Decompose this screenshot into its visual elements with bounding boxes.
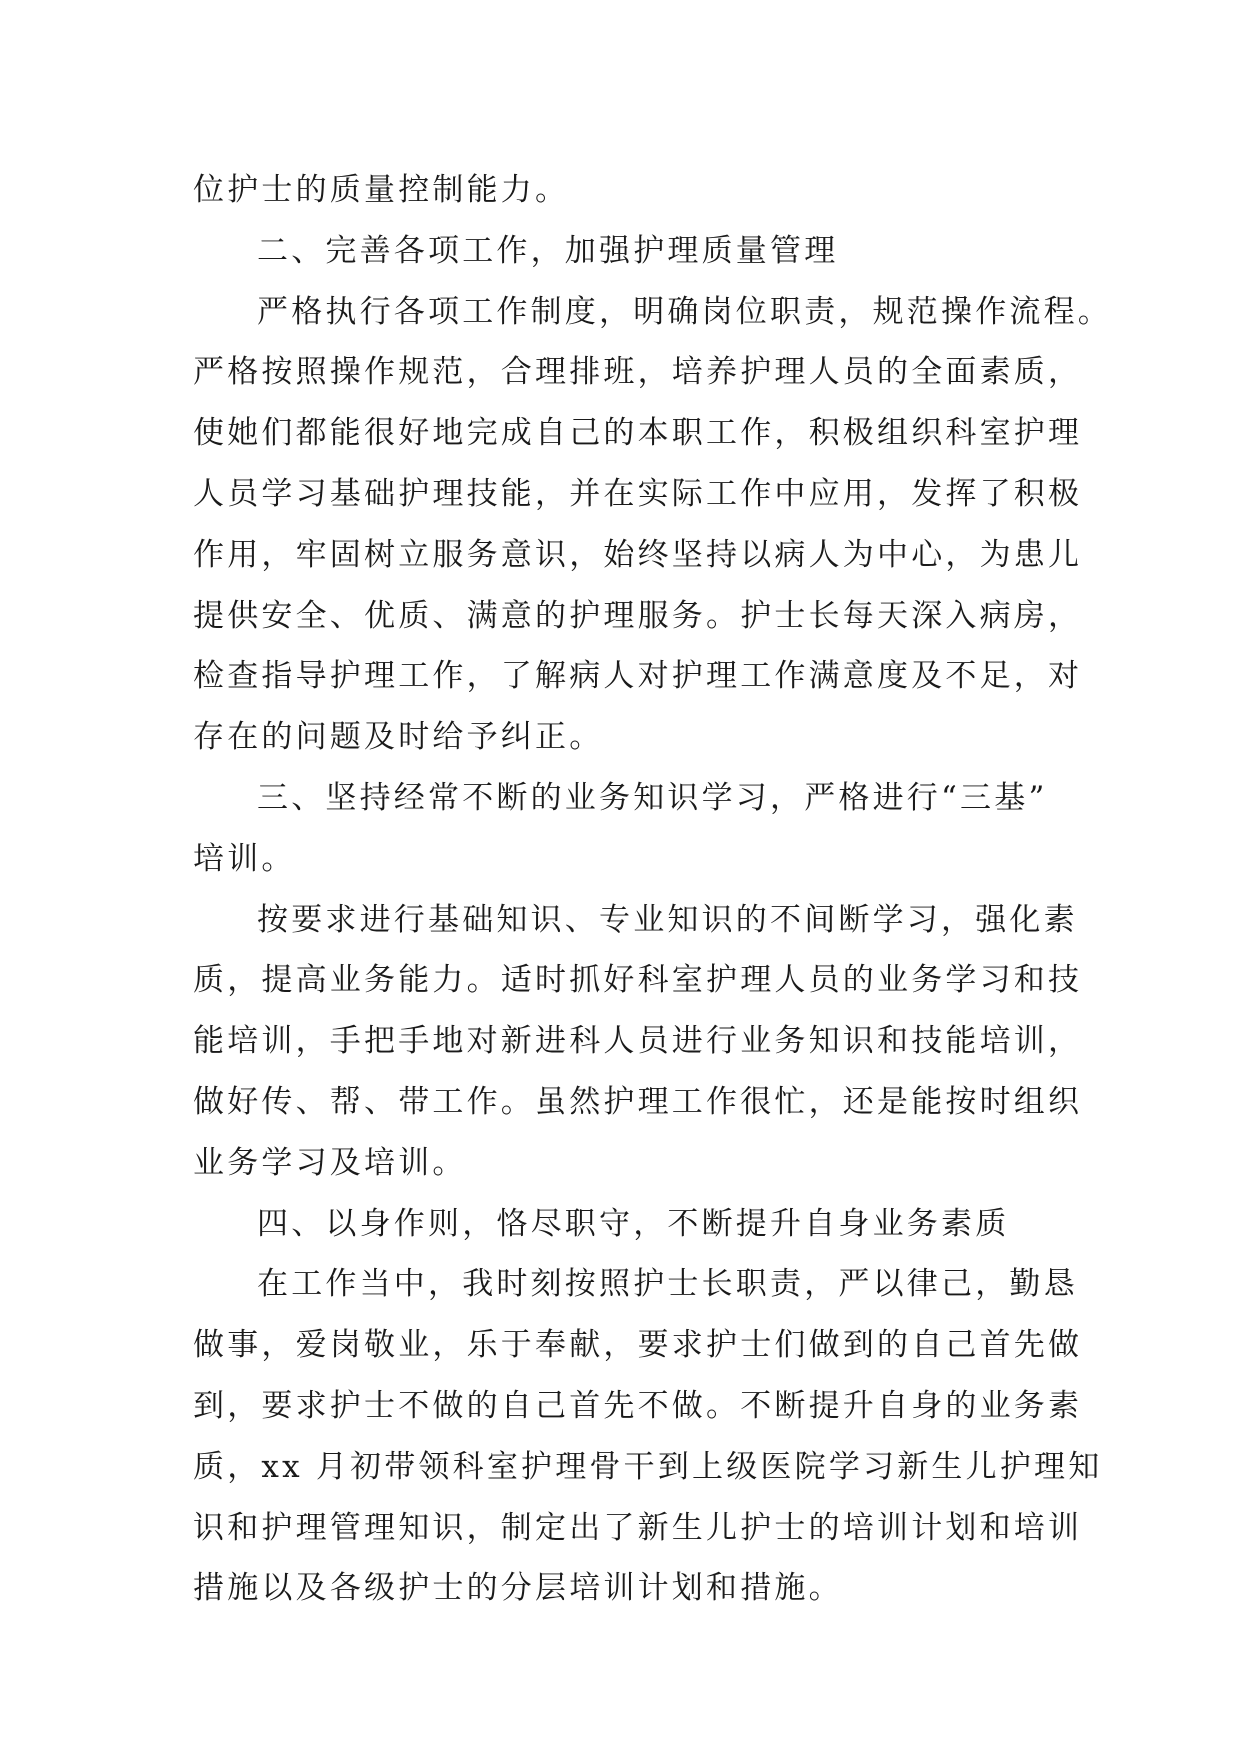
text-line-5: 使她们都能很好地完成自己的本职工作，积极组织科室护理 bbox=[193, 415, 1083, 452]
text-line-15: 能培训，手把手地对新进科人员进行业务知识和技能培训， bbox=[193, 1023, 1083, 1060]
text-line-8: 提供安全、优质、满意的护理服务。护士长每天深入病房， bbox=[193, 597, 1083, 634]
text-line-20: 做事，爱岗敬业，乐于奉献，要求护士们做到的自己首先做 bbox=[193, 1327, 1083, 1364]
text-line-16: 做好传、帮、带工作。虽然护理工作很忙，还是能按时组织 bbox=[193, 1083, 1083, 1120]
text-line-6: 人员学习基础护理技能，并在实际工作中应用，发挥了积极 bbox=[193, 475, 1083, 512]
text-line-7: 作用，牢固树立服务意识，始终坚持以病人为中心，为患儿 bbox=[193, 536, 1083, 573]
text-line-4: 严格按照操作规范，合理排班，培养护理人员的全面素质， bbox=[193, 354, 1083, 391]
document-body bbox=[193, 160, 1112, 1619]
section-heading-3: 三、坚持经常不断的业务知识学习，严格进行“三基” bbox=[257, 779, 1048, 816]
text-line-3: 严格执行各项工作制度，明确岗位职责，规范操作流程。 bbox=[257, 293, 1112, 330]
text-line-14: 质，提高业务能力。适时抓好科室护理人员的业务学习和技 bbox=[193, 962, 1083, 999]
text-line-10: 存在的问题及时给予纠正。 bbox=[193, 719, 604, 756]
text-line-21: 到，要求护士不做的自己首先不做。不断提升自身的业务素 bbox=[193, 1387, 1083, 1424]
text-line-23: 识和护理管理知识，制定出了新生儿护士的培训计划和培训 bbox=[193, 1509, 1083, 1546]
text-line-22: 质，xx 月初带领科室护理骨干到上级医院学习新生儿护理知 bbox=[193, 1448, 1103, 1485]
text-line-24: 措施以及各级护士的分层培训计划和措施。 bbox=[193, 1570, 843, 1607]
text-line-1: 位护士的质量控制能力。 bbox=[193, 172, 570, 208]
text-line-19: 在工作当中，我时刻按照护士长职责，严以律己，勤恳 bbox=[257, 1266, 1078, 1303]
section-heading-2: 二、完善各项工作，加强护理质量管理 bbox=[257, 232, 839, 269]
section-heading-4: 四、以身作则，恪尽职守，不断提升自身业务素质 bbox=[257, 1205, 1010, 1242]
text-line-13: 按要求进行基础知识、专业知识的不间断学习，强化素 bbox=[257, 901, 1078, 938]
text-line-9: 检查指导护理工作，了解病人对护理工作满意度及不足，对 bbox=[193, 658, 1083, 695]
text-line-17: 业务学习及培训。 bbox=[193, 1144, 467, 1181]
text-line-12: 培训。 bbox=[193, 840, 296, 877]
